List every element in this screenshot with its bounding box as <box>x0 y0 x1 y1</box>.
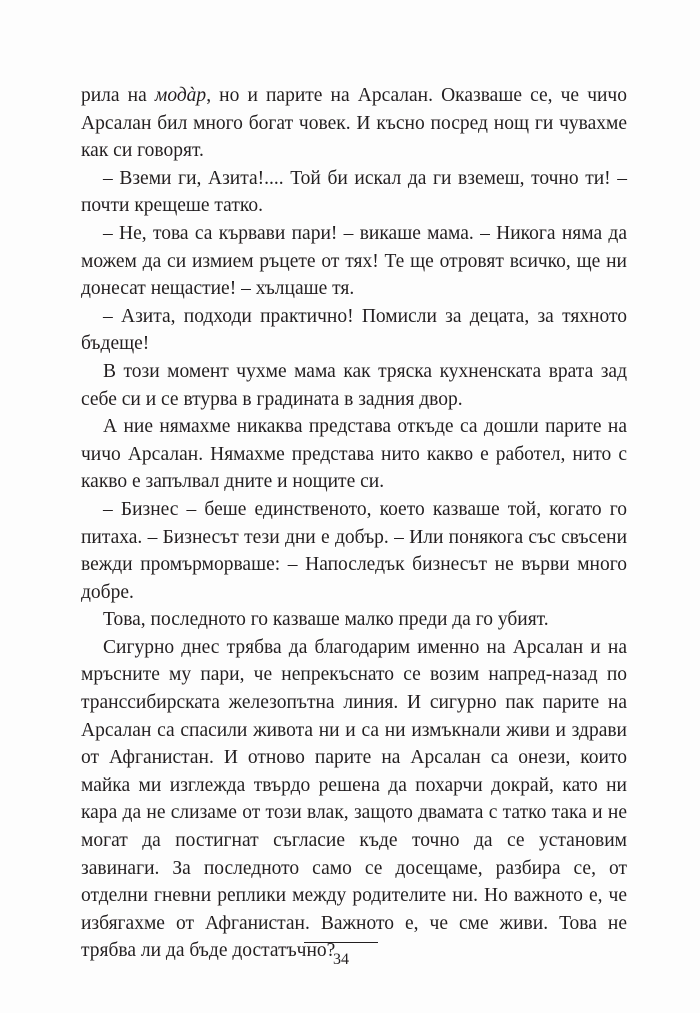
page-number: 34 <box>333 951 349 968</box>
footer-rule <box>304 942 378 943</box>
paragraph <box>81 165 627 220</box>
text-run: В този момент чухме мама как тряска кухненската врата зад себе си и се втурва в градината в задния двор. <box>81 360 627 410</box>
paragraph <box>81 413 627 496</box>
text-run: А ние нямахме никаква представа откъде са дошли парите на чичо Арсалан. Нямахме представа нито какво е работел, нито с какво е запълвал дните и нощите си. <box>81 416 627 493</box>
paragraph <box>81 634 627 965</box>
text-run: Това, последното го казваше малко преди да го убият. <box>103 609 549 631</box>
paragraph <box>81 220 627 303</box>
text-run: , но и парите на Арсалан. Оказваше се, че чичо Арсалан бил много богат човек. И късно посред нощ ги чувахме как си говорят. <box>81 85 627 162</box>
paragraph <box>81 82 627 165</box>
text-run: – Вземи ги, Азита!.... Той би искал да ги вземеш, точно ти! – почти крещеше татко. <box>81 167 627 217</box>
paragraph <box>81 496 627 606</box>
paragraph <box>81 358 627 413</box>
text-run: – Бизнес – беше единственото, което казваше той, когато го питаха. – Бизнесът тези дни е добър. – Или понякога със свъсени вежди промърморваше: – Напоследък бизнесът не върви много добре. <box>81 498 627 603</box>
text-run: Сигурно днес трябва да благодарим именно на Арсалан и на мръсните му пари, че непрекъснато се возим напред-назад по транссибирската железопътна линия. И сигурно пак парите на Арсалан са спасили живота ни и са ни измъкнали живи и здрави от Афганистан. И отново парите на Арсалан са онези, които майка ми изглежда твърдо решена да похарчи докрай, като ни кара да не слизаме от този влак, защото двамата с татко така и не могат да постигнат съгласие къде точно да се установим завинаги. За последното само се досещаме, разбира се, от отделни гневни реплики между родителите ни. Но важното е, че избягахме от Афганистан. Важното е, че сме живи. Това не трябва ли да бъде достатъчно? <box>81 636 627 962</box>
body-text <box>81 82 627 965</box>
paragraph <box>81 303 627 358</box>
paragraph <box>81 606 627 634</box>
text-run: – Азита, подходи практично! Помисли за децата, за тяхното бъдеще! <box>81 305 627 355</box>
text-run: рила на <box>81 85 155 106</box>
text-run: – Не, това са кървави пари! – викаше мама. – Никога няма да можем да си измием ръцете от тях! Те ще отровят всичко, ще ни донесат нещастие! – хълцаше тя. <box>81 222 627 300</box>
italic-word: модàр <box>154 85 207 106</box>
